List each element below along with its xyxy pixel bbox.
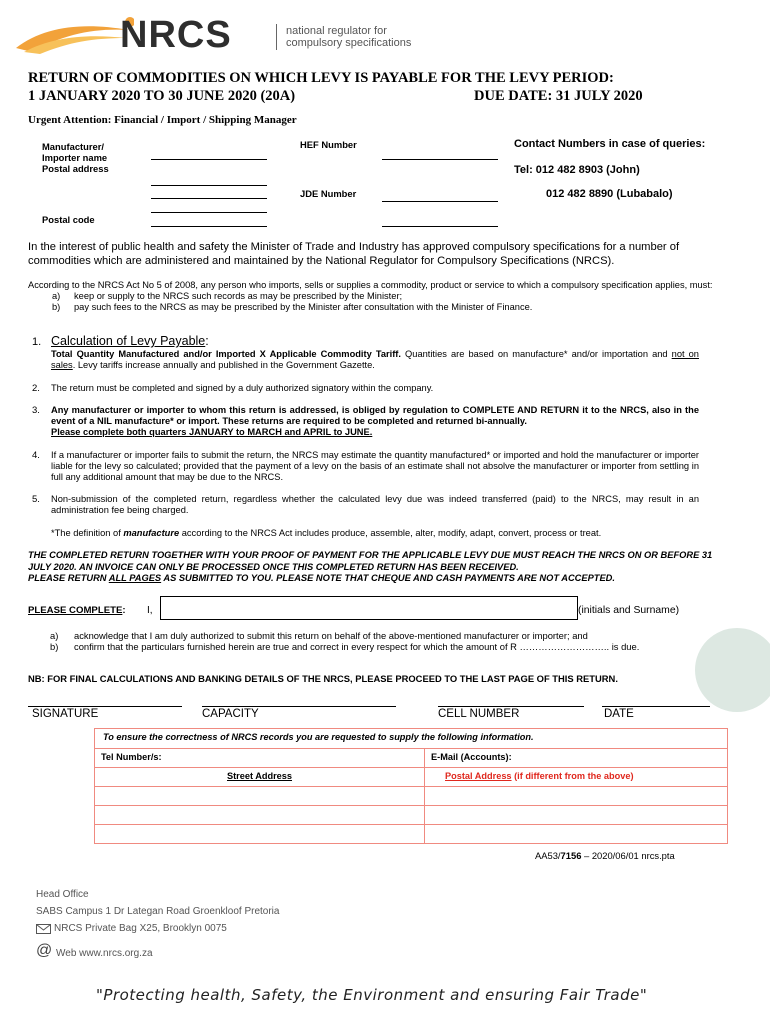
act-item-a xyxy=(28,291,740,302)
street-address-line-2[interactable] xyxy=(95,806,425,824)
please-complete-label xyxy=(28,605,126,616)
hef-number-field[interactable] xyxy=(382,159,498,160)
capacity-field[interactable] xyxy=(202,706,396,707)
street-address-label: Street Address xyxy=(226,771,293,781)
footer-slogan: "Protecting health, Safety, the Environment and ensuring Fair Trade" xyxy=(96,986,648,1004)
act-text: According to the NRCS Act No 5 of 2008, any person who imports, sells or supplies a commodity, product or service to which a compulsory specification applies, must: xyxy=(28,280,713,290)
act-item-a-text: keep or supply to the NRCS such records as may be prescribed by the Minister; xyxy=(74,291,403,301)
item-4-number: 4. xyxy=(32,450,40,461)
please-complete-colon: : xyxy=(122,605,126,616)
footer-bag-row xyxy=(36,920,279,937)
declaration-b-letter: b) xyxy=(50,641,59,652)
logo-divider xyxy=(276,24,277,50)
item-1-rest2: . Levy tariffs increase annually and published in the Government Gazette. xyxy=(72,360,375,370)
records-table-contact-row xyxy=(95,748,727,767)
notice-post: AS SUBMITTED TO YOU. PLEASE NOTE THAT CHEQUE AND CASH PAYMENTS ARE NOT ACCEPTED. xyxy=(161,573,615,583)
item-2-text: The return must be completed and signed by a duly authorized signatory within the company. xyxy=(51,383,434,393)
item-1-number: 1. xyxy=(32,336,42,348)
item-1-heading-colon: : xyxy=(205,334,209,348)
item-1-heading-text: Calculation of Levy Payable xyxy=(51,334,206,348)
item-4-text: If a manufacturer or importer fails to submit the return, the NRCS may estimate the quantity manufactured* or imported and hold the manufacturer or importer liable for the levy so calculated; provided that the payment of a levy on the basis of an estimate shall not absolve the manufacturer or importer from settling in full any additional amount that may be due to the NRCS. xyxy=(51,450,699,482)
logo-sub-line1: national regulator for xyxy=(286,25,387,37)
footer-web[interactable]: Web www.nrcs.org.za xyxy=(56,948,153,959)
act-item-b-text: pay such fees to the NRCS as may be prescribed by the Minister after consultation with the Minister of Finance. xyxy=(74,302,533,312)
act-item-a-letter: a) xyxy=(52,291,61,301)
records-table-heading: To ensure the correctness of NRCS records you are requested to supply the following information. xyxy=(103,732,534,742)
declaration-item-a xyxy=(50,630,710,641)
decorative-circle xyxy=(695,628,770,712)
footer-web-row xyxy=(36,942,279,962)
definition-pre: *The definition of xyxy=(51,528,124,538)
postal-address-note: (if different from the above) xyxy=(511,771,634,781)
contact-tel-john: Tel: 012 482 8903 (John) xyxy=(514,164,640,176)
form-reference xyxy=(535,850,675,861)
item-1-heading xyxy=(51,334,209,348)
street-address-line-1[interactable] xyxy=(95,787,425,805)
footer-address: SABS Campus 1 Dr Lategan Road Groenkloof Pretoria xyxy=(36,906,280,917)
item-1-body xyxy=(51,349,699,371)
signature-label: SIGNATURE xyxy=(32,708,99,720)
hef-number-label: HEF Number xyxy=(300,139,357,150)
declaration-a-letter: a) xyxy=(50,630,59,641)
postal-address-header xyxy=(425,768,727,786)
envelope-icon xyxy=(36,924,51,934)
declarant-name-input[interactable] xyxy=(160,596,578,620)
footer-contact xyxy=(36,886,279,962)
street-address-header xyxy=(95,768,425,786)
manufacturer-name-field[interactable] xyxy=(151,159,267,160)
definition-post: according to the NRCS Act includes produce, assemble, alter, modify, adapt, convert, process or treat. xyxy=(179,528,602,538)
item-1-rest: Quantities are based on manufacture* and/or importation and xyxy=(400,349,668,359)
jde-number-field[interactable] xyxy=(382,201,498,202)
address-row-1 xyxy=(95,786,727,805)
item-5-text: Non-submission of the completed return, regardless whether the calculated levy due was indeed transferred (paid) to the NRCS, may result in an administration fee being charged. xyxy=(51,494,699,515)
nrcs-logo-text: NRCS xyxy=(120,14,232,56)
manufacturer-label xyxy=(42,141,109,174)
signature-field[interactable] xyxy=(28,706,182,707)
postal-address-field-1[interactable] xyxy=(151,185,267,186)
declaration-item-b xyxy=(50,641,710,652)
definition-word: manufacture xyxy=(123,528,180,538)
item-1-not-on-sales: not on sales xyxy=(51,349,699,370)
date-field[interactable] xyxy=(602,706,710,707)
contact-heading: Contact Numbers in case of queries: xyxy=(514,138,706,150)
postal-address-label: Postal address xyxy=(42,163,109,174)
nb-note: NB: FOR FINAL CALCULATIONS AND BANKING DETAILS OF THE NRCS, PLEASE PROCEED TO THE LAST PAGE OF THIS RETURN. xyxy=(28,673,618,684)
records-table-heading-row xyxy=(95,729,727,748)
notice-line2 xyxy=(28,573,718,585)
date-label: DATE xyxy=(604,708,634,720)
declaration-list xyxy=(50,630,710,652)
records-table-address-header-row xyxy=(95,767,727,786)
form-ref-pre: AA53/ xyxy=(535,850,561,861)
jde-number-field-2[interactable] xyxy=(382,226,498,227)
form-ref-number: 7156 xyxy=(560,850,582,861)
email-accounts-cell[interactable] xyxy=(425,749,727,767)
postal-address-line-1[interactable] xyxy=(425,787,727,805)
declaration-a-text: acknowledge that I am duly authorized to submit this return on behalf of the above-mentioned manufacturer or importer; and xyxy=(74,630,588,641)
manufacture-definition xyxy=(51,528,699,539)
document-title-line1: RETURN OF COMMODITIES ON WHICH LEVY IS PAYABLE FOR THE LEVY PERIOD: xyxy=(28,70,614,86)
footer-private-bag: NRCS Private Bag X25, Brooklyn 0075 xyxy=(54,923,227,934)
street-address-line-3[interactable] xyxy=(95,825,425,843)
address-row-2 xyxy=(95,805,727,824)
postal-code-field[interactable] xyxy=(151,226,267,227)
cell-number-field[interactable] xyxy=(438,706,584,707)
item-2-number: 2. xyxy=(32,383,40,394)
item-1-bold: Total Quantity Manufactured and/or Imported X Applicable Commodity Tariff. xyxy=(51,349,401,359)
submission-notice xyxy=(28,550,718,585)
tel-number-label: Tel Number/s: xyxy=(101,752,162,762)
please-complete-text: PLEASE COMPLETE xyxy=(28,605,123,616)
act-item-b xyxy=(28,302,740,313)
act-item-b-letter: b) xyxy=(52,302,61,312)
item-3-text: Any manufacturer or importer to whom this return is addressed, is obliged by regulation to COMPLETE AND RETURN it to the NRCS, also in the event of a NIL manufacture* or import. These returns are required to be completed and returned bi-annually. xyxy=(51,405,699,426)
item-3-quarters: Please complete both quarters JANUARY to MARCH and APRIL to JUNE. xyxy=(51,427,373,437)
footer-head-office: Head Office xyxy=(36,889,89,900)
document-title-line2: 1 JANUARY 2020 TO 30 JUNE 2020 (20A) xyxy=(28,88,296,104)
item-5-number: 5. xyxy=(32,494,40,505)
declaration-b-text: confirm that the particulars furnished herein are true and correct in every respect for which the amount of R ……………………….. is due. xyxy=(74,641,640,652)
manufacturer-label-line2: Importer name xyxy=(42,152,108,163)
at-icon: @ xyxy=(36,942,53,959)
email-accounts-label: E-Mail (Accounts): xyxy=(431,752,512,762)
due-date: DUE DATE: 31 JULY 2020 xyxy=(474,88,643,104)
form-ref-post: – 2020/06/01 nrcs.pta xyxy=(581,850,675,861)
postal-address-label: Postal Address xyxy=(445,771,512,781)
logo-sub-line2: compulsory specifications xyxy=(286,37,412,49)
postal-code-label: Postal code xyxy=(42,214,95,225)
jde-number-label: JDE Number xyxy=(300,188,357,199)
records-table xyxy=(94,728,728,844)
initials-surname-label: (initials and Surname) xyxy=(578,605,680,616)
act-paragraph xyxy=(28,280,740,313)
cell-number-label: CELL NUMBER xyxy=(438,708,520,720)
item-3-number: 3. xyxy=(32,405,40,416)
urgent-attention: Urgent Attention: Financial / Import / Shipping Manager xyxy=(28,114,297,126)
notice-pre: PLEASE RETURN xyxy=(28,573,109,583)
contact-tel-lubabalo: 012 482 8890 (Lubabalo) xyxy=(546,188,673,200)
item-3-body xyxy=(51,405,699,438)
notice-line1: THE COMPLETED RETURN TOGETHER WITH YOUR PROOF OF PAYMENT FOR THE APPLICABLE LEVY DUE MUST REACH THE NRCS ON OR BEFORE 31 JULY 2020. AN INVOICE CAN ONLY BE PROCESSED ONCE THIS COMPLETED RETURN HAS BEEN RECEIVED. xyxy=(28,550,713,572)
i-label: I, xyxy=(147,605,153,616)
manufacturer-label-line1: Manufacturer/ xyxy=(42,141,104,152)
tel-number-cell[interactable] xyxy=(95,749,425,767)
postal-address-line-3[interactable] xyxy=(425,825,727,843)
postal-address-field-2[interactable] xyxy=(151,198,267,199)
nrcs-logo-swoosh xyxy=(14,8,134,60)
logo-subtitle xyxy=(286,25,411,49)
address-row-3 xyxy=(95,824,727,843)
intro-paragraph: In the interest of public health and safety the Minister of Trade and Industry has approved compulsory specifications for a number of commodities which are administered and maintained by the National Regulator for Compulsory Specifications (NRCS). xyxy=(28,241,680,267)
postal-address-field-3[interactable] xyxy=(151,212,267,213)
notice-all-pages: ALL PAGES xyxy=(108,573,162,583)
postal-address-line-2[interactable] xyxy=(425,806,727,824)
capacity-label: CAPACITY xyxy=(202,708,259,720)
